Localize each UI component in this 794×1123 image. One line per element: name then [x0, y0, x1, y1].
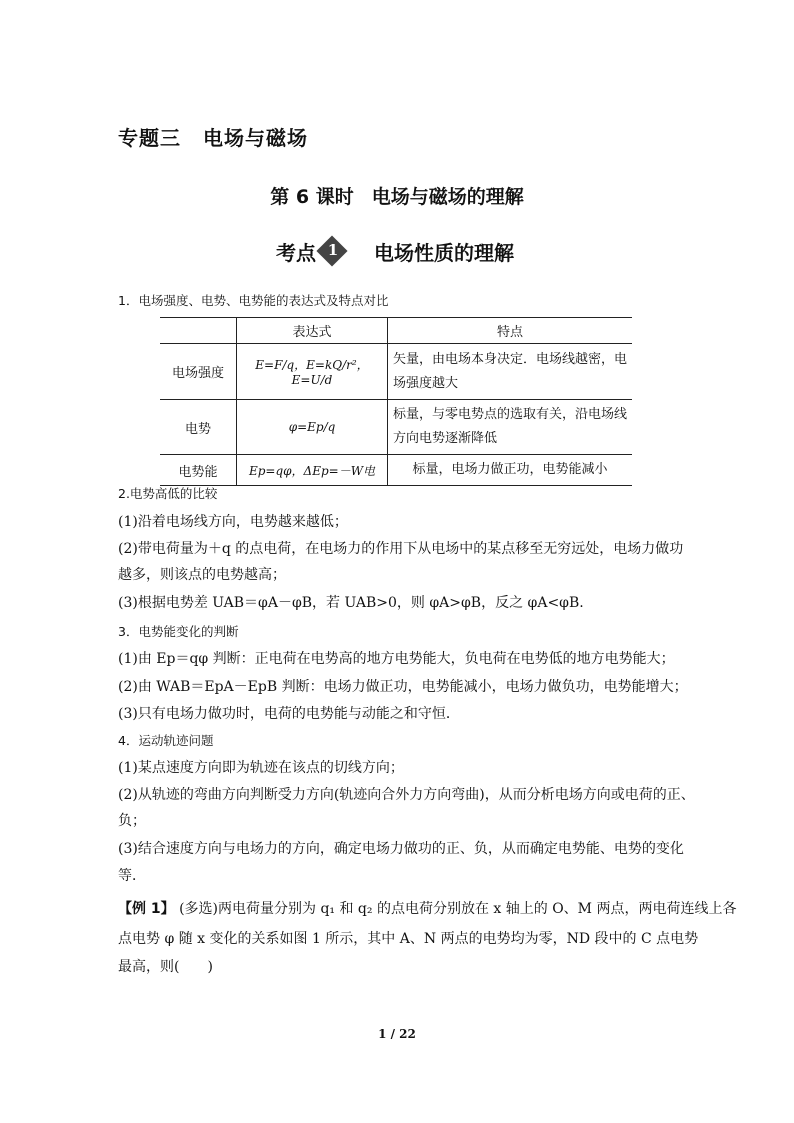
section4-item: (3)结合速度方向与电场力的方向，确定电场力做功的正、负，从而确定电势能、电势的变化 [118, 841, 684, 857]
lesson-name: 电场与磁场的理解 [371, 186, 524, 208]
table-cell: 矢量，由电场本身决定．电场线越密，电场强度越大 [388, 344, 633, 400]
table-cell: 标量，与零电势点的选取有关，沿电场线方向电势逐渐降低 [388, 400, 633, 455]
lesson-title [0, 182, 794, 209]
section2-heading: 2.电势高低的比较 [118, 486, 218, 501]
example-tag: 【例 1】 [118, 901, 175, 917]
kaodian-number: 1 [327, 240, 339, 259]
chapter-name: 电场与磁场 [203, 126, 308, 150]
chapter-title [118, 122, 308, 151]
section3-item: (1)由 Ep＝qφ 判断：正电荷在电势高的地方电势能大，负电荷在电势低的地方电势能大； [118, 651, 675, 667]
example-line [118, 899, 736, 919]
table-row [160, 344, 632, 400]
table-cell: 标量，电场力做正功，电势能减小 [388, 455, 633, 486]
table-cell: 电势能 [160, 455, 237, 486]
section2-item: (1)沿着电场线方向，电势越来越低； [118, 514, 348, 530]
table-header-row [160, 318, 632, 344]
section4-item: 负； [118, 813, 146, 829]
table-cell: 电势 [160, 400, 237, 455]
diamond-number-icon [320, 239, 346, 265]
chapter-label: 专题三 [118, 126, 181, 150]
section1-heading: 1．电场强度、电势、电势能的表达式及特点对比 [118, 293, 389, 308]
table-header: 表达式 [237, 318, 388, 344]
comparison-table [160, 317, 632, 486]
table-cell: φ=Ep/q [237, 400, 388, 455]
section4-heading: 4．运动轨迹问题 [118, 733, 214, 748]
kaodian-title: 电场性质的理解 [374, 241, 514, 265]
table-header [160, 318, 237, 344]
table-row [160, 400, 632, 455]
kaodian-heading [276, 237, 514, 266]
section4-item: 等． [118, 868, 146, 884]
lesson-label: 第 6 课时 [270, 186, 354, 208]
example-line: 点电势 φ 随 x 变化的关系如图 1 所示，其中 A、N 两点的电势均为零，ND 段中的 C 点电势 [118, 931, 699, 947]
section2-item: (2)带电荷量为＋q 的点电荷，在电场力的作用下从电场中的某点移至无穷远处，电场力做功 [118, 541, 684, 557]
section3-heading: 3．电势能变化的判断 [118, 624, 239, 639]
section3-item: (3)只有电场力做功时，电荷的电势能与动能之和守恒． [118, 706, 460, 722]
kaodian-label: 考点 [276, 241, 316, 265]
section4-item: (1)某点速度方向即为轨迹在该点的切线方向； [118, 760, 404, 776]
example-line: 最高，则( ) [118, 959, 213, 975]
example-text: (多选)两电荷量分别为 q₁ 和 q₂ 的点电荷分别放在 x 轴上的 O、M 两点，两电荷连线上各 [179, 901, 737, 917]
section2-item: 越多，则该点的电势越高； [118, 567, 286, 583]
section2-item: (3)根据电势差 UAB＝φA－φB，若 UAB>0，则 φA>φB，反之 φA<φB. [118, 595, 584, 611]
section3-item: (2)由 WAB＝EpA－EpB 判断：电场力做正功，电势能减小，电场力做负功，电势能增大； [118, 679, 688, 695]
table-cell: E=F/q，E=kQ/r²，E=U/d [237, 344, 388, 400]
section4-item: (2)从轨迹的弯曲方向判断受力方向(轨迹向合外力方向弯曲)，从而分析电场方向或电荷的正、 [118, 787, 695, 803]
table-header: 特点 [388, 318, 633, 344]
table-cell: 电场强度 [160, 344, 237, 400]
table-row [160, 455, 632, 486]
page-number: 1 / 22 [378, 1027, 416, 1041]
table-cell: Ep=qφ，ΔEp=－W电 [237, 455, 388, 486]
